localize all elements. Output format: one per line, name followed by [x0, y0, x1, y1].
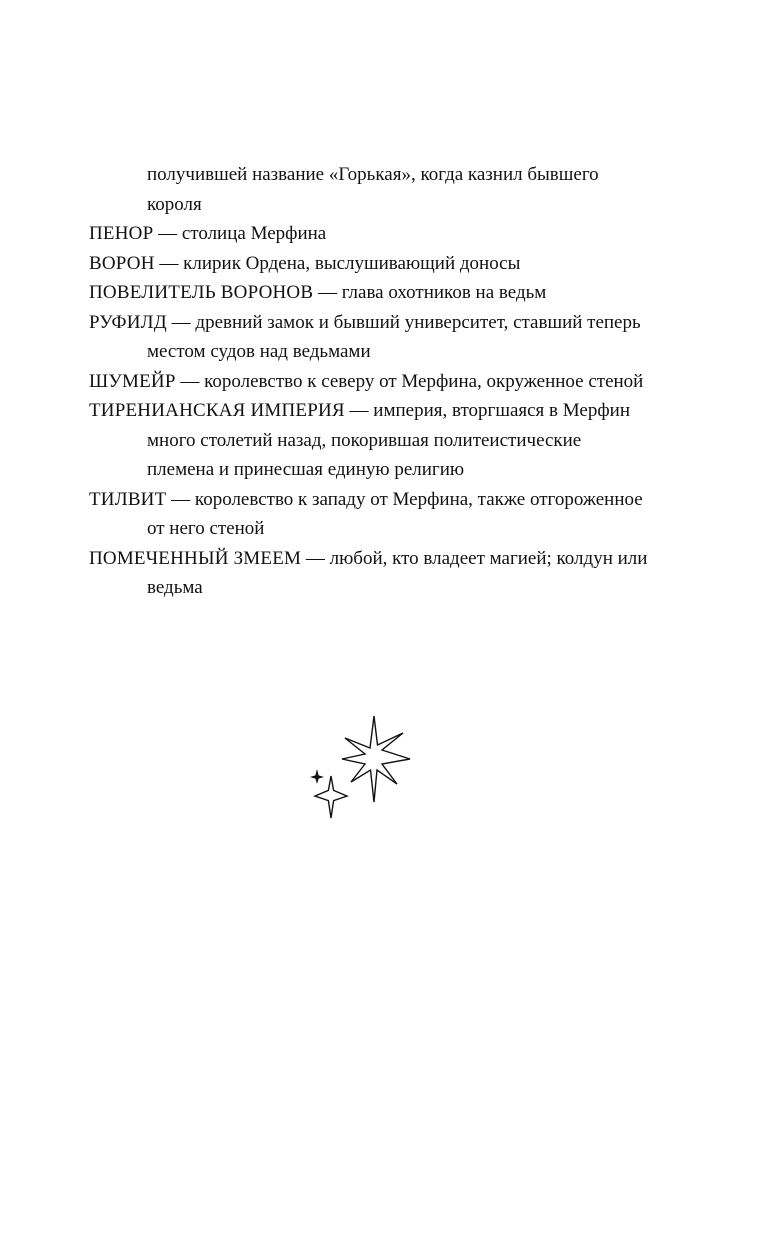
glossary-term: РУФИЛД [89, 311, 167, 333]
glossary-entry-shumeir: ШУМЕЙР — королевство к северу от Мерфина, окруженное стеной [89, 370, 644, 392]
glossary-term: ШУМЕЙР [89, 370, 176, 392]
glossary-entry-penor: ПЕНОР — столица Мерфина [89, 223, 327, 244]
glossary-definition: королевство к северу от Мерфина, окруженное стеной [204, 370, 644, 392]
glossary-term: ПЕНОР [89, 223, 154, 244]
glossary-entry-tirenianskaya-imperiya: ТИРЕНИАНСКАЯ ИМПЕРИЯ — империя, вторгшаяся в Мерфин много столетий назад, покорившая политеистические племена и принесшая единую религию [89, 400, 630, 480]
glossary-term: ПОМЕЧЕННЫЙ ЗМЕЕМ [89, 547, 302, 569]
glossary-term: ТИРЕНИАНСКАЯ ИМПЕРИЯ [89, 400, 345, 421]
sparkle-stars-icon [306, 712, 416, 824]
glossary-definition: королевство к западу от Мерфина, также отгороженное от него стеной [147, 488, 643, 539]
glossary-entry-tilvit: ТИЛВИТ — королевство к западу от Мерфина, также отгороженное от него стеной [89, 488, 643, 539]
continued-definition: получившей название «Горькая», когда казнил бывшего короля [147, 164, 599, 215]
glossary-definition: империя, вторгшаяся в Мерфин много столетий назад, покорившая политеистические племена и принесшая единую религию [147, 400, 630, 480]
glossary-definition: клирик Ордена, выслушивающий доносы [183, 252, 521, 274]
glossary-term: ПОВЕЛИТЕЛЬ ВОРОНОВ [89, 282, 314, 303]
glossary-entry-voron: ВОРОН — клирик Ордена, выслушивающий доносы [89, 252, 521, 274]
glossary-entry-povelitel-voronov: ПОВЕЛИТЕЛЬ ВОРОНОВ — глава охотников на ведьм [89, 282, 547, 303]
glossary-term: ТИЛВИТ [89, 488, 167, 510]
glossary-entry-pomechennyi-zmeem: ПОМЕЧЕННЫЙ ЗМЕЕМ — любой, кто владеет магией; колдун или ведьма [89, 547, 648, 598]
glossary-list [89, 160, 649, 603]
glossary-term: ВОРОН [89, 252, 155, 274]
glossary-definition: любой, кто владеет магией; колдун или ведьма [147, 547, 648, 598]
glossary-definition: глава охотников на ведьм [341, 282, 547, 303]
glossary-definition: столица Мерфина [181, 223, 327, 244]
glossary-definition: древний замок и бывший университет, ставший теперь местом судов над ведьмами [147, 311, 641, 362]
glossary-entry-rufild: РУФИЛД — древний замок и бывший университет, ставший теперь местом судов над ведьмами [89, 311, 641, 362]
